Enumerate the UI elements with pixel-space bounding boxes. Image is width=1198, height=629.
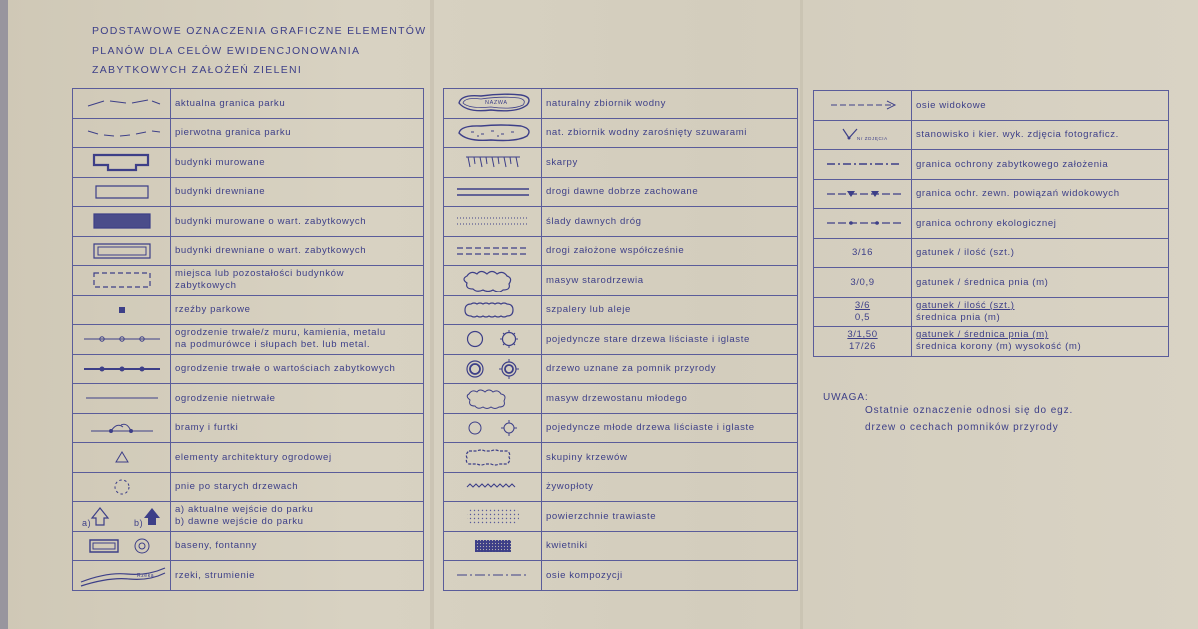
legend-row xyxy=(444,472,798,502)
legend-row xyxy=(444,295,798,325)
legend-row xyxy=(73,207,424,237)
legend-row xyxy=(73,325,424,355)
composition-axis-icon xyxy=(444,561,542,591)
legend-row xyxy=(814,150,1169,180)
legend-row xyxy=(73,236,424,266)
legend-row xyxy=(444,413,798,443)
legend-label: drzewo uznane za pomnik przyrody xyxy=(542,354,798,384)
gates-icon xyxy=(73,413,171,443)
alley-icon xyxy=(444,295,542,325)
legend-label: na podmurówce i słupach bet. lub metal. xyxy=(175,339,371,351)
flowerbed-icon xyxy=(444,531,542,561)
legend-row xyxy=(444,266,798,296)
permanent-fence-icon xyxy=(73,325,171,355)
legend-row xyxy=(73,561,424,591)
legend-label: żywopłoty xyxy=(542,472,798,502)
legend-label: osie widokowe xyxy=(912,91,1169,121)
legend-table-boundaries-buildings xyxy=(72,88,424,591)
single-old-tree-icon xyxy=(444,325,542,355)
species-count-symbol: 3/16 xyxy=(814,238,912,268)
dashed-line-icon xyxy=(73,118,171,148)
legend-label: a) aktualne wejście do parku xyxy=(175,504,314,516)
legend-label: powierzchnie trawiaste xyxy=(542,502,798,532)
natural-pond-icon xyxy=(444,89,542,119)
triangle-icon xyxy=(73,443,171,473)
legend-label: szpalery lub aleje xyxy=(542,295,798,325)
legend-label: bramy i furtki xyxy=(171,413,424,443)
ecological-boundary-icon xyxy=(814,209,912,239)
remark-heading: UWAGA: xyxy=(823,392,869,403)
masonry-building-icon xyxy=(73,148,171,178)
fold-line xyxy=(800,0,803,629)
legend-label: ogrodzenie nietrwałe xyxy=(171,384,424,414)
pools-fountains-icon xyxy=(73,531,171,561)
legend-row xyxy=(444,89,798,119)
photo-point-icon xyxy=(814,120,912,150)
legend-label: b) dawne wejście do parku xyxy=(175,516,304,528)
legend-label: masyw drzewostanu młodego xyxy=(542,384,798,414)
temporary-fence-icon xyxy=(73,384,171,414)
legend-label: budynki drewniane o wart. zabytkowych xyxy=(171,236,424,266)
legend-row xyxy=(444,531,798,561)
protection-boundary-icon xyxy=(814,150,912,180)
reed-pond-icon xyxy=(444,118,542,148)
legend-row xyxy=(73,148,424,178)
monument-tree-icon xyxy=(444,354,542,384)
modern-road-icon xyxy=(444,236,542,266)
document-title xyxy=(92,22,426,81)
legend-table-water-vegetation xyxy=(443,88,798,591)
legend-label: pojedyncze stare drzewa liściaste i iglaste xyxy=(542,325,798,355)
legend-row xyxy=(73,384,424,414)
legend-label: gatunek / ilość (szt.) xyxy=(916,299,1015,311)
legend-label: kwietniki xyxy=(542,531,798,561)
building-remains-icon xyxy=(73,266,171,296)
entrance-a-marker: a) xyxy=(81,518,91,529)
legend-label: granica ochr. zewn. powiązań widokowych xyxy=(912,179,1169,209)
legend-label: rzeki, strumienie xyxy=(171,561,424,591)
legend-row xyxy=(73,177,424,207)
legend-label: budynki drewniane xyxy=(171,177,424,207)
legend-label: średnica korony (m) wysokość (m) xyxy=(916,341,1082,353)
legend-row xyxy=(444,236,798,266)
legend-label: gatunek / średnica pnia (m) xyxy=(912,268,1169,298)
photo-number-label: Nr ZDJĘCIA xyxy=(856,135,888,141)
entrance-b-marker: b) xyxy=(133,518,143,529)
legend-row xyxy=(73,89,424,119)
legend-row xyxy=(444,443,798,473)
legend-row xyxy=(73,354,424,384)
legend-row xyxy=(73,295,424,325)
legend-row xyxy=(814,209,1169,239)
remark-text: drzew o cechach pomników przyrody xyxy=(865,422,1059,433)
legend-label: drogi założone współcześnie xyxy=(542,236,798,266)
legend-label: granica ochrony ekologicznej xyxy=(912,209,1169,239)
legend-row xyxy=(73,502,424,532)
legend-row xyxy=(814,120,1169,150)
remark-text: Ostatnie oznaczenie odnosi się do egz. xyxy=(865,405,1074,416)
legend-label: ogrodzenie trwałe/z muru, kamienia, metalu xyxy=(175,327,386,339)
legend-row xyxy=(814,297,1169,327)
fraction-symbol xyxy=(814,327,912,357)
sheet-edge xyxy=(0,0,8,629)
legend-row xyxy=(814,238,1169,268)
legend-label: elementy architektury ogrodowej xyxy=(171,443,424,473)
legend-label: ogrodzenie trwałe o wartościach zabytkowych xyxy=(171,354,424,384)
title-line: PODSTAWOWE OZNACZENIA GRAFICZNE ELEMENTÓW xyxy=(92,25,427,37)
young-tree-mass-icon xyxy=(444,384,542,414)
fold-line xyxy=(430,0,434,629)
single-young-tree-icon xyxy=(444,413,542,443)
river-icon xyxy=(73,561,171,591)
legend-label: gatunek / średnica pnia (m) xyxy=(916,329,1049,341)
legend-label: drogi dawne dobrze zachowane xyxy=(542,177,798,207)
legend-label: stanowisko i kier. wyk. zdjęcia fotograficz. xyxy=(912,120,1169,150)
view-protection-boundary-icon xyxy=(814,179,912,209)
legend-row xyxy=(814,268,1169,298)
legend-row xyxy=(444,177,798,207)
legend-label: skupiny krzewów xyxy=(542,443,798,473)
historic-fence-icon xyxy=(73,354,171,384)
legend-label: pierwotna granica parku xyxy=(171,118,424,148)
legend-row xyxy=(814,327,1169,357)
pond-name-label: NAZWA xyxy=(484,100,508,107)
shrub-group-icon xyxy=(444,443,542,473)
legend-label: ślady dawnych dróg xyxy=(542,207,798,237)
legend-row xyxy=(73,413,424,443)
legend-row xyxy=(814,91,1169,121)
fraction-numerator: 3/1,50 xyxy=(847,329,878,341)
legend-row xyxy=(444,325,798,355)
title-line: PLANÓW DLA CELÓW EWIDENCJONOWANIA xyxy=(92,44,361,57)
legend-label: aktualna granica parku xyxy=(171,89,424,119)
entrance-icon xyxy=(73,502,171,532)
legend-row xyxy=(444,354,798,384)
remark-note xyxy=(823,392,1073,433)
legend-label: gatunek / ilość (szt.) xyxy=(912,238,1169,268)
fraction-denominator: 17/26 xyxy=(848,341,876,353)
old-tree-mass-icon xyxy=(444,266,542,296)
legend-label: pojedyncze młode drzewa liściaste i iglaste xyxy=(542,413,798,443)
legend-label: budynki murowane o wart. zabytkowych xyxy=(171,207,424,237)
legend-label: średnica pnia (m) xyxy=(916,311,1001,323)
species-diameter-symbol: 3/0,9 xyxy=(814,268,912,298)
dashed-line-icon xyxy=(73,89,171,119)
legend-label: zabytkowych xyxy=(175,280,237,292)
legend-row xyxy=(73,472,424,502)
legend-label: naturalny zbiornik wodny xyxy=(542,89,798,119)
sculpture-icon xyxy=(73,295,171,325)
hedge-icon xyxy=(444,472,542,502)
legend-row xyxy=(444,384,798,414)
legend-label: pnie po starych drzewach xyxy=(171,472,424,502)
fraction-denominator: 0,5 xyxy=(854,311,871,323)
view-axis-icon xyxy=(814,91,912,121)
legend-row xyxy=(444,561,798,591)
legend-table-axes-symbols xyxy=(813,90,1169,357)
stump-icon xyxy=(73,472,171,502)
wooden-building-icon xyxy=(73,177,171,207)
historic-masonry-building-icon xyxy=(73,207,171,237)
grass-icon xyxy=(444,502,542,532)
slope-icon xyxy=(444,148,542,178)
legend-row xyxy=(73,118,424,148)
fraction-symbol xyxy=(814,297,912,327)
legend-label: masyw starodrzewia xyxy=(542,266,798,296)
legend-row xyxy=(814,179,1169,209)
legend-label: baseny, fontanny xyxy=(171,531,424,561)
legend-row xyxy=(444,207,798,237)
legend-row xyxy=(73,266,424,296)
legend-label: nat. zbiornik wodny zarośnięty szuwarami xyxy=(542,118,798,148)
river-name-label: Rzeka xyxy=(136,573,154,580)
legend-row xyxy=(73,443,424,473)
legend-label: miejsca lub pozostałości budynków xyxy=(175,268,345,280)
legend-label: budynki murowane xyxy=(171,148,424,178)
legend-row xyxy=(444,118,798,148)
old-road-icon xyxy=(444,177,542,207)
legend-row xyxy=(73,531,424,561)
road-trace-icon xyxy=(444,207,542,237)
fraction-numerator: 3/6 xyxy=(854,299,871,311)
legend-label: osie kompozycji xyxy=(542,561,798,591)
legend-label: rzeźby parkowe xyxy=(171,295,424,325)
legend-row xyxy=(444,148,798,178)
legend-label: skarpy xyxy=(542,148,798,178)
legend-label: granica ochrony zabytkowego założenia xyxy=(912,150,1169,180)
legend-row xyxy=(444,502,798,532)
historic-wooden-building-icon xyxy=(73,236,171,266)
title-line: ZABYTKOWYCH ZAŁOŻEŃ ZIELENI xyxy=(92,64,303,76)
